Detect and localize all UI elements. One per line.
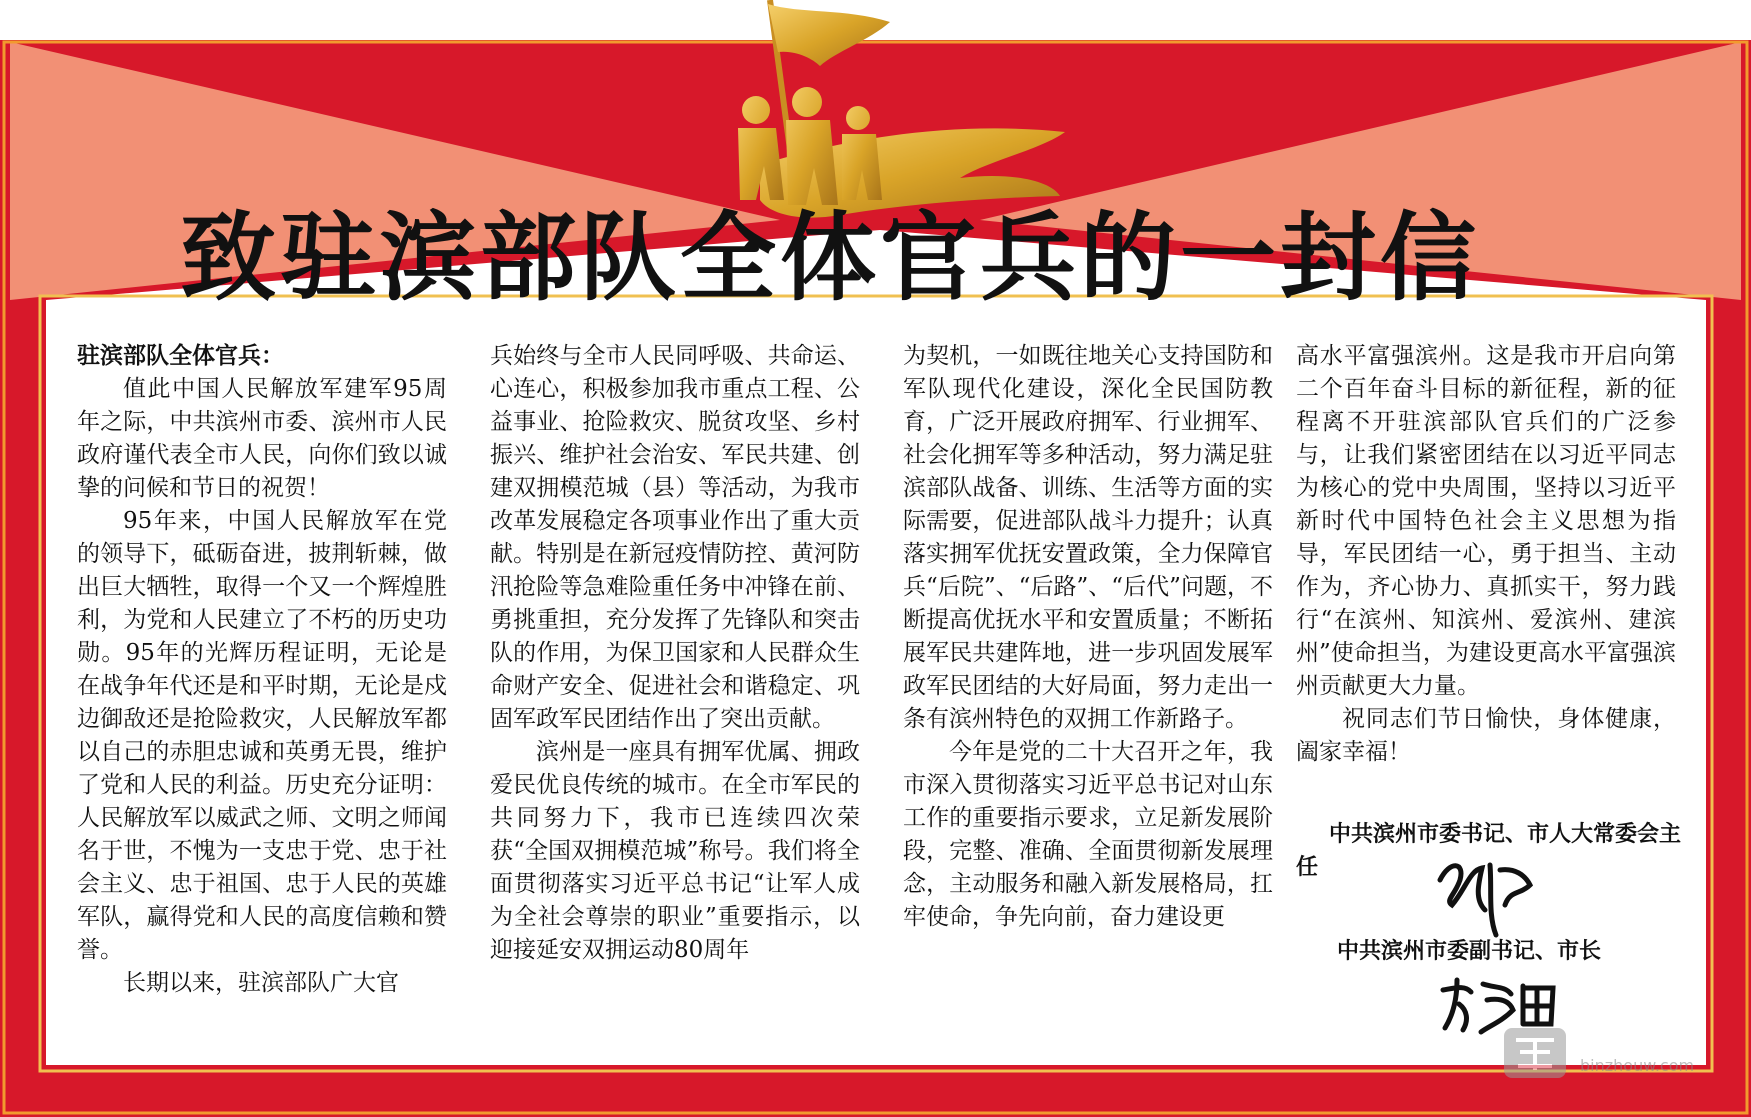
- binzhou-logo-icon: [1500, 1022, 1570, 1082]
- watermark: [1500, 1022, 1730, 1082]
- paragraph: 为契机，一如既往地关心支持国防和军队现代化建设，深化全民国防教育，广泛开展政府拥军、行业拥军、社会化拥军等多种活动，努力满足驻滨部队战备、训练、生活等方面的实际需要，促进部队战斗力提升；认真落实拥军优抚安置政策，全力保障官兵“后院”、“后路”、“后代”问题，不断提高优抚水平和安置质量；不断拓展军民共建阵地，进一步巩固发展军政军民团结的大好局面，努力走出一条有滨州特色的双拥工作新路子。: [903, 343, 1273, 732]
- paragraph: 今年是党的二十大召开之年，我市深入贯彻落实习近平总书记对山东工作的重要指示要求，立足新发展阶段，完整、准确、全面贯彻新发展理念，主动服务和融入新发展格局，扛牢使命，争先向前，奋力建设更: [903, 739, 1273, 930]
- signatory-title-2: 中共滨州市委副书记、市长: [1337, 939, 1602, 964]
- salutation: 驻滨部队全体官兵：: [77, 343, 284, 369]
- letter-column-3: [903, 340, 1273, 934]
- paragraph: 滨州是一座具有拥军优属、拥政爱民优良传统的城市。在全市军民的共同努力下，我市已连续四次荣获“全国双拥模范城”称号。我们将全面贯彻落实习近平总书记“让军人成为全社会尊崇的职业”重要指示，以迎接延安双拥运动80周年: [490, 739, 860, 963]
- letter-column-2: [490, 340, 860, 967]
- paragraph: 长期以来，驻滨部队广大官: [123, 970, 399, 996]
- paragraph: 值此中国人民解放军建军95周年之际，中共滨州市委、滨州市人民政府谨代表全市人民，向你们致以诚挚的问候和节日的祝贺！: [77, 376, 447, 501]
- handwritten-signature-1: [1430, 850, 1540, 940]
- paragraph: 95年来，中国人民解放军在党的领导下，砥砺奋进，披荆斩棘，做出巨大牺牲，取得一个又一个辉煌胜利，为党和人民建立了不朽的历史功勋。95年的光辉历程证明，无论是在战争年代还是和平时期，无论是戍边御敌还是抢险救灾，人民解放军都以自己的赤胆忠诚和英勇无畏，维护了党和人民的利益。历史充分证明：人民解放军以威武之师、文明之师闻名于世，不愧为一支忠于党、忠于社会主义、忠于祖国、忠于人民的英雄军队，赢得党和人民的高度信赖和赞誉。: [77, 508, 447, 963]
- watermark-text: binzhouw.com: [1580, 1056, 1695, 1075]
- signatory-title-1: 中共滨州市委书记、市人大常委会主任: [1296, 822, 1682, 880]
- paragraph: 高水平富强滨州。这是我市开启向第二个百年奋斗目标的新征程，新的征程离不开驻滨部队官兵们的广泛参与，让我们紧密团结在以习近平同志为核心的党中央周围，坚持以习近平新时代中国特色社会主义思想为指导，军民团结一心，勇于担当、主动作为，齐心协力、真抓实干，努力践行“在滨州、知滨州、爱滨州、建滨州”使命担当，为建设更高水平富强滨州贡献更大力量。: [1296, 343, 1676, 699]
- paragraph: 兵始终与全市人民同呼吸、共命运、心连心，积极参加我市重点工程、公益事业、抢险救灾、脱贫攻坚、乡村振兴、维护社会治安、军民共建、创建双拥模范城（县）等活动，为我市改革发展稳定各项事业作出了重大贡献。特别是在新冠疫情防控、黄河防汛抢险等急难险重任务中冲锋在前、勇挑重担，充分发挥了先锋队和突击队的作用，为保卫国家和人民群众生命财产安全、促进社会和谐稳定、巩固军政军民团结作出了突出贡献。: [490, 343, 860, 732]
- letter-column-1: [77, 340, 447, 1000]
- page-title: 致驻滨部队全体官兵的一封信: [180, 202, 1480, 314]
- letter-column-4: [1296, 340, 1676, 769]
- closing-wish: 祝同志们节日愉快，身体健康，阖家幸福！: [1296, 706, 1676, 765]
